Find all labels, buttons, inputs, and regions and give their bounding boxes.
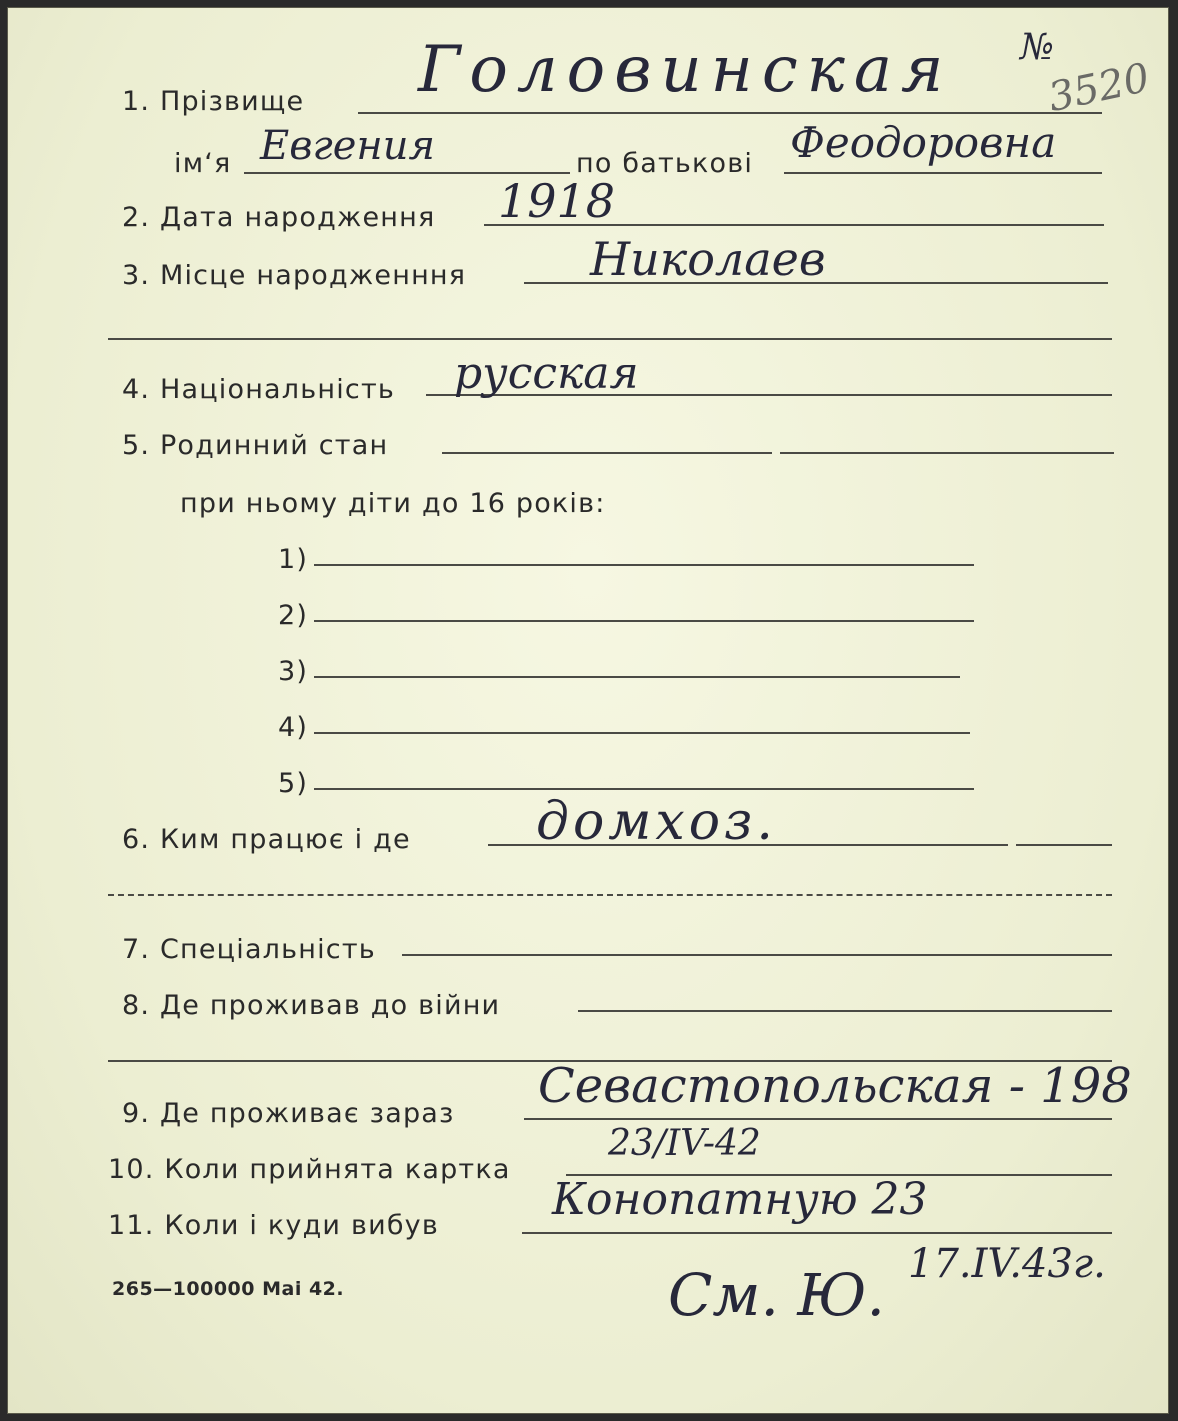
nationality-handwritten: русская xyxy=(454,348,639,399)
departed-line xyxy=(522,1232,1112,1234)
birth-date-handwritten: 1918 xyxy=(498,174,616,228)
occupation-label: 6. Ким працює і де xyxy=(122,824,411,855)
occupation-line-2 xyxy=(1016,844,1112,846)
child-4-line xyxy=(314,732,970,734)
birth-date-label: 2. Дата народження xyxy=(122,202,436,233)
departed-label: 11. Коли і куди вибув xyxy=(108,1210,439,1241)
children-label: при ньому діти до 16 років: xyxy=(180,488,606,519)
marital-status-label: 5. Родинний стан xyxy=(122,430,389,461)
patronymic-line xyxy=(784,172,1102,174)
child-2-line xyxy=(314,620,974,622)
marital-status-line-1 xyxy=(442,452,772,454)
nationality-label: 4. Національність xyxy=(122,374,395,405)
print-code: 265—100000 Mai 42. xyxy=(112,1278,345,1300)
patronymic-handwritten: Феодоровна xyxy=(790,118,1057,167)
child-1-line xyxy=(314,564,974,566)
surname-handwritten: Головинская xyxy=(418,33,953,107)
occupation-line-3 xyxy=(108,894,1112,896)
occupation-handwritten: домхоз. xyxy=(536,792,777,852)
child-5-label: 5) xyxy=(278,768,309,799)
child-3-line xyxy=(314,676,960,678)
surname-line xyxy=(358,112,1102,114)
number-mark: № xyxy=(1020,27,1055,68)
child-1-label: 1) xyxy=(278,544,309,575)
initials-handwritten: См. Ю. xyxy=(668,1261,885,1329)
first-name-label: ім‘я xyxy=(174,148,232,179)
current-residence-line xyxy=(524,1118,1112,1120)
specialty-line xyxy=(402,954,1112,956)
current-residence-handwritten: Севастопольская - 198 xyxy=(538,1058,1132,1114)
prewar-residence-line xyxy=(578,1010,1112,1012)
first-name-handwritten: Евгения xyxy=(260,123,435,169)
marital-status-line-2 xyxy=(780,452,1114,454)
date-note-handwritten: 17.IV.43г. xyxy=(908,1241,1106,1287)
card-number: 3520 xyxy=(1044,54,1154,122)
birthplace-label: 3. Місце народженння xyxy=(122,260,467,291)
birthplace-line-2 xyxy=(108,338,1112,340)
patronymic-label: по батькові xyxy=(576,148,754,179)
child-3-label: 3) xyxy=(278,656,309,687)
current-residence-label: 9. Де проживає зараз xyxy=(122,1098,455,1129)
registration-card xyxy=(8,8,1168,1413)
departed-handwritten: Конопатную 23 xyxy=(552,1174,928,1225)
birthplace-handwritten: Николаев xyxy=(590,232,826,286)
specialty-label: 7. Спеціальність xyxy=(122,934,376,965)
prewar-residence-label: 8. Де проживав до війни xyxy=(122,990,501,1021)
card-accepted-handwritten: 23/IV-42 xyxy=(608,1123,761,1164)
child-2-label: 2) xyxy=(278,600,309,631)
surname-label: 1. Прізвище xyxy=(122,86,305,117)
card-accepted-label: 10. Коли прийнята картка xyxy=(108,1154,511,1185)
child-5-line xyxy=(314,788,974,790)
child-4-label: 4) xyxy=(278,712,309,743)
